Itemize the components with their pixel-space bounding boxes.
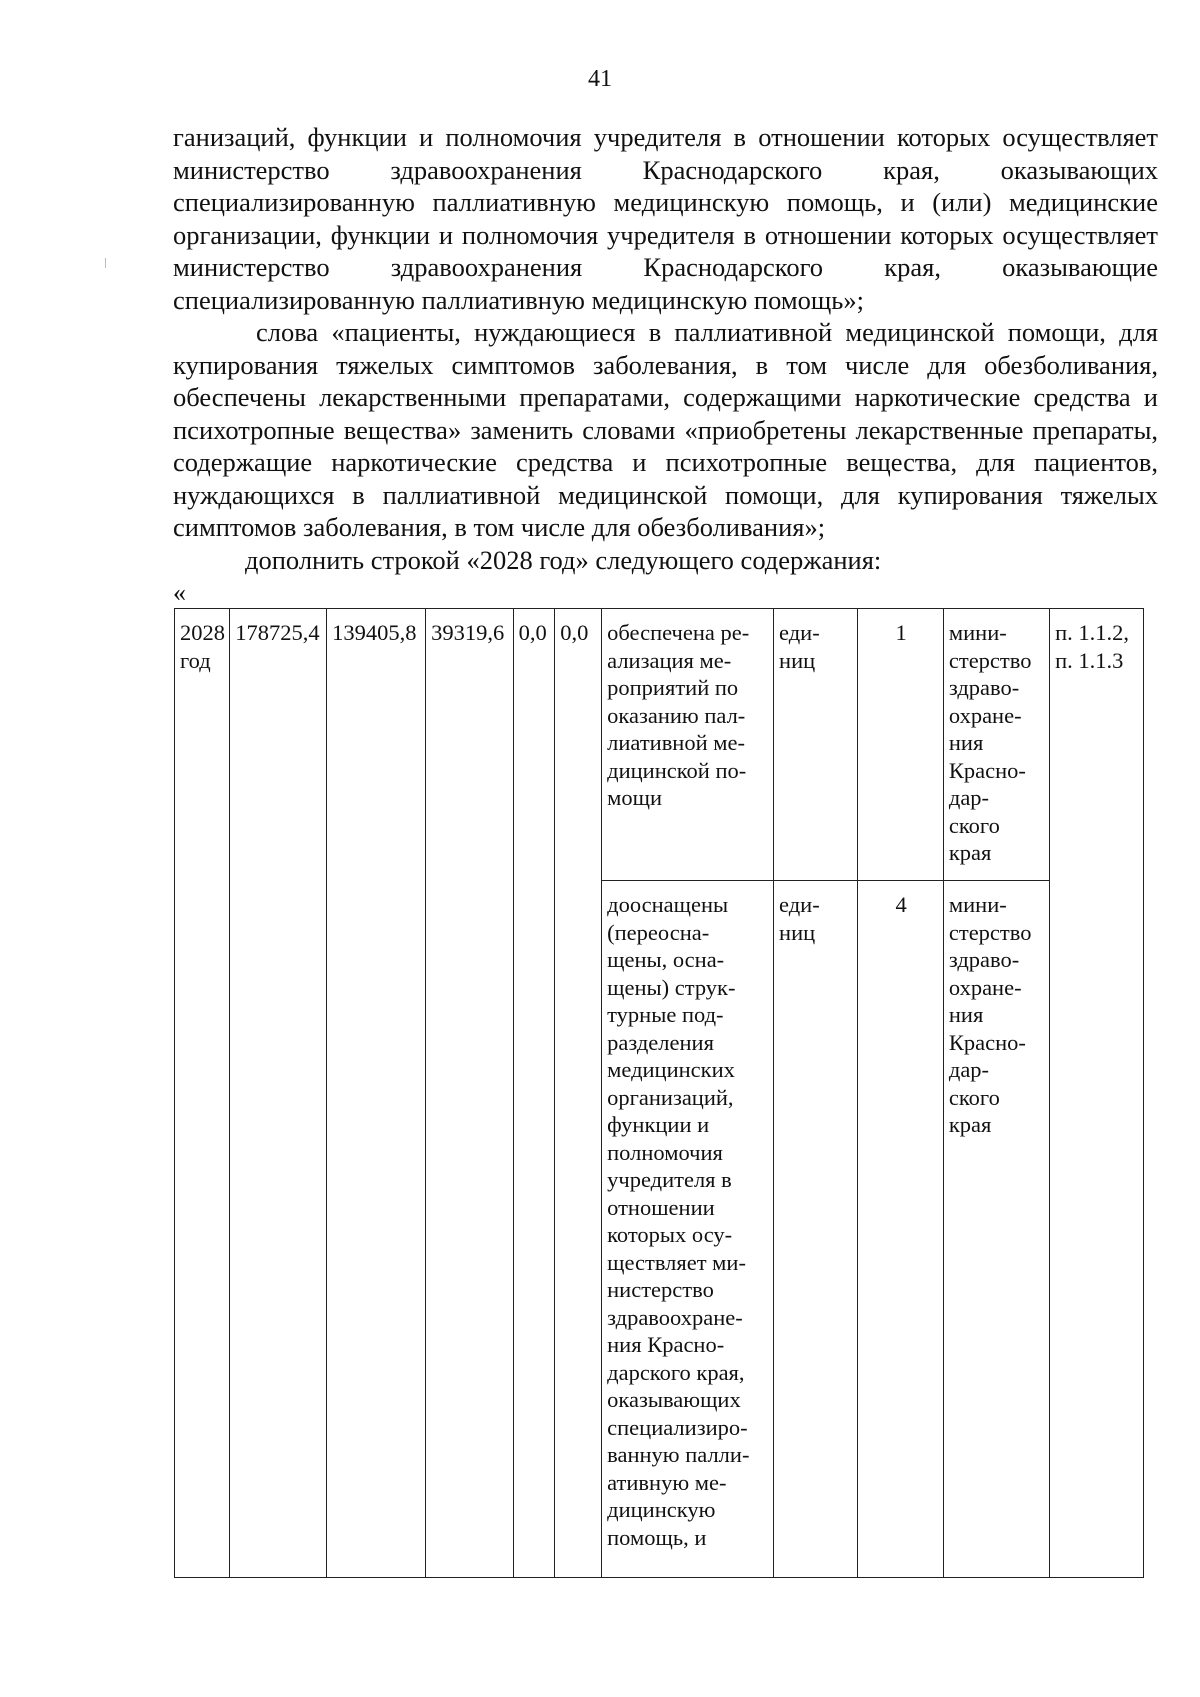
paragraph-replacement: слова «пациенты, нуждающиеся в паллиативной медицинской помощи, для купирования тяжелых симптомов заболевания, в том числе для обезболивания, обеспечены лекарственными препаратами, содержащими наркотические средства и психотропные вещества» заменить словами «приобретены лекарственные препараты, содержащие наркотические средства и психотропные вещества, для пациентов, нуждающихся в паллиативной медицинской помощи, для купирования тяжелых симптомов заболевания, в том числе для обезболивания»; <box>173 317 1158 542</box>
opening-quote-mark: « <box>173 578 186 607</box>
unit-cell: еди- ниц <box>774 881 858 1578</box>
reference-cell: п. 1.1.2, п. 1.1.3 <box>1050 609 1144 1578</box>
total-cell: 178725,4 <box>230 609 327 1578</box>
other-sources-cell: 0,0 <box>555 609 602 1578</box>
value-cell: 4 <box>858 881 943 1578</box>
table-row <box>175 609 1144 881</box>
executor-cell: мини- стерство здраво- охране- ния Красно- дар- ского края <box>943 609 1049 881</box>
unit-cell: еди- ниц <box>774 609 858 881</box>
paragraph-continuation: ганизаций, функции и полномочия учредителя в отношении которых осуществляет министерство здравоохранения Краснодарского края, оказывающих специализированную паллиативную медицинскую помощь, и (или) медицинские организации, функции и полномочия учредителя в отношении которых осуществляет министерство здравоохранения Краснодарского края, оказывающие специализированную паллиативную медицинскую помощь»; <box>173 122 1158 315</box>
federal-budget-cell: 139405,8 <box>327 609 426 1578</box>
page-number: 41 <box>588 66 612 92</box>
amendment-table <box>174 608 1144 1578</box>
year-cell: 2028 год <box>175 609 230 1578</box>
result-cell: обеспечена ре- ализация ме- роприятий по оказанию пал- лиативной ме- дицинской по- мощи <box>602 609 774 881</box>
paragraph-add-row: дополнить строкой «2028 год» следующего содержания: <box>245 545 882 575</box>
value-cell: 1 <box>858 609 943 881</box>
result-cell: дооснащены (переосна- щены, осна- щены) струк- турные под- разделения медицинских организаций, функции и полномочия учредителя в отношении которых осу- ществляет ми- нистерство здравоохране- ния Красно- дарского края, оказывающих специализиро- ванную палли- ативную ме- дицинскую помощь, и <box>602 881 774 1578</box>
executor-cell: мини- стерство здраво- охране- ния Красно- дар- ского края <box>943 881 1049 1578</box>
regional-budget-cell: 39319,6 <box>426 609 514 1578</box>
scan-mark <box>105 258 106 268</box>
local-budget-cell: 0,0 <box>513 609 555 1578</box>
